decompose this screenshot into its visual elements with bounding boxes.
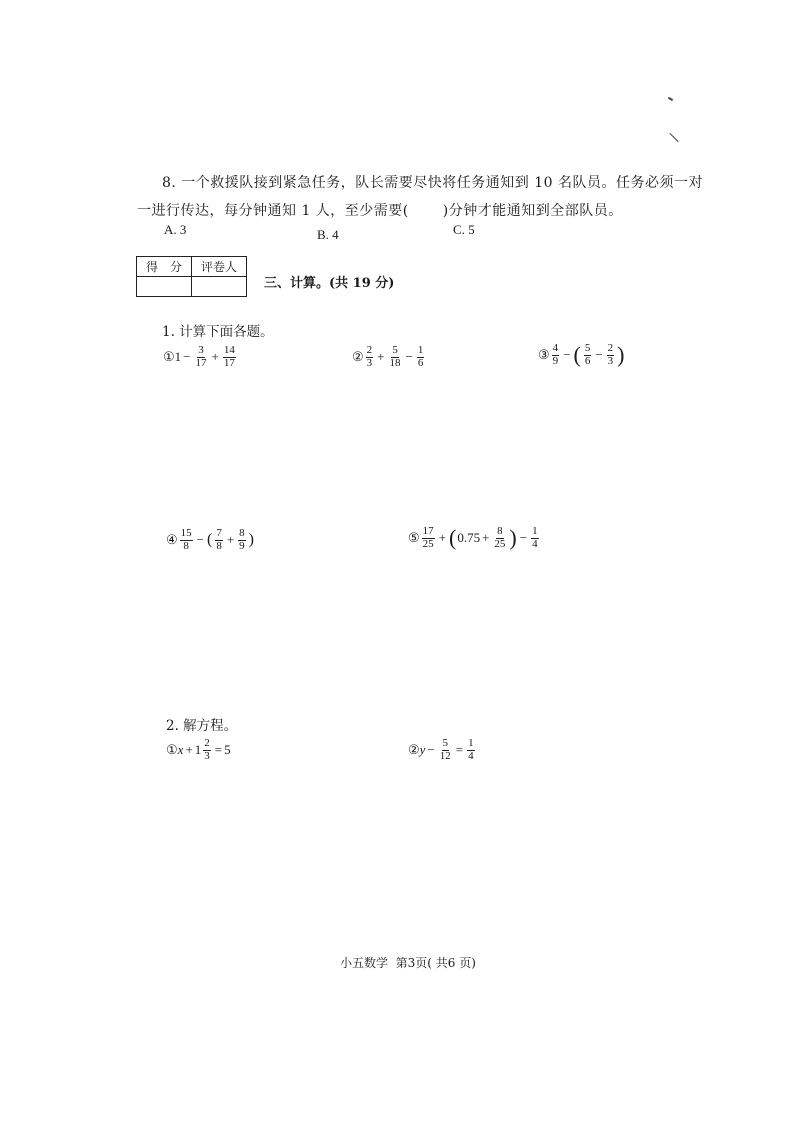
fraction — [366, 345, 374, 369]
option-a: A. 3 — [164, 222, 187, 237]
numerator: 5 — [442, 737, 449, 749]
score-cell[interactable] — [137, 277, 192, 297]
operator: − — [563, 347, 571, 363]
right-paren: ) — [509, 525, 517, 551]
problem-5-label: ⑤ — [408, 530, 420, 546]
variable: y — [419, 742, 426, 758]
denominator: 8 — [183, 539, 189, 552]
problem-3 — [538, 343, 626, 367]
left-paren: ( — [573, 342, 581, 368]
scan-mark-right — [669, 133, 678, 142]
problem-1-term: 1 — [174, 349, 182, 365]
operator: − — [196, 532, 204, 548]
numerator: 2 — [607, 342, 614, 354]
fraction — [439, 738, 452, 762]
operator: − — [595, 347, 603, 363]
scan-mark-top — [668, 97, 673, 101]
fraction — [238, 528, 246, 552]
operator: + — [377, 349, 385, 365]
equation-1 — [166, 738, 231, 762]
problem-3-label: ③ — [538, 347, 550, 363]
denominator: 25 — [494, 537, 506, 550]
numerator: 8 — [239, 527, 245, 539]
equation-1-label: ① — [166, 742, 178, 758]
problem-5 — [408, 526, 541, 550]
numerator: 8 — [497, 525, 503, 537]
denominator: 3 — [366, 356, 373, 369]
denominator: 8 — [216, 539, 222, 552]
fraction — [180, 528, 193, 552]
numerator: 1 — [417, 344, 424, 356]
right-hand-side: 5 — [224, 742, 231, 758]
numerator: 5 — [392, 344, 398, 356]
question-8-line2-a: 一进行传达，每分钟通知 1 人，至少需要( — [137, 203, 409, 219]
numerator: 4 — [552, 342, 559, 354]
fraction — [493, 526, 506, 550]
operator: − — [183, 349, 191, 365]
numerator: 5 — [584, 342, 591, 354]
question-8-line2-b: )分钟才能通知到全部队员。 — [442, 203, 623, 219]
numerator: 2 — [204, 737, 210, 749]
denominator: 17 — [223, 356, 235, 369]
right-paren: ) — [248, 531, 254, 549]
problem-1 — [163, 345, 238, 369]
fraction — [215, 528, 223, 552]
left-paren: ( — [207, 531, 213, 549]
operator: − — [519, 530, 528, 546]
left-paren: ( — [449, 525, 457, 551]
footer-page-number: 第3页( 共6 页) — [395, 956, 476, 970]
operator: − — [405, 349, 413, 365]
section-3-title: 三、计算。(共 19 分) — [264, 276, 395, 291]
fraction — [223, 345, 236, 369]
denominator: 9 — [239, 539, 245, 552]
score-header: 得 分 — [137, 257, 192, 277]
problem-2 — [352, 345, 426, 369]
question-8-line1: 8. 一个救援队接到紧急任务，队长需要尽快将任务通知到 10 名队员。任务必须一对 — [162, 175, 704, 191]
score-table — [136, 256, 247, 297]
operator: + — [438, 530, 446, 546]
denominator: 3 — [607, 354, 614, 367]
fraction — [389, 345, 402, 369]
denominator: 3 — [204, 749, 210, 762]
denominator: 18 — [389, 356, 401, 369]
problem-1-label: ① — [163, 349, 175, 365]
numerator: 1 — [468, 737, 474, 749]
part-1-title: 1. 计算下面各题。 — [162, 324, 274, 340]
option-b: B. 4 — [317, 227, 339, 242]
operator: + — [211, 349, 219, 365]
numerator: 17 — [422, 525, 434, 537]
denominator: 4 — [468, 749, 474, 762]
denominator: 12 — [439, 749, 451, 762]
decimal-term: 0.75 — [457, 530, 481, 546]
operator: − — [427, 742, 435, 758]
numerator: 15 — [180, 527, 192, 539]
part-2-title: 2. 解方程。 — [166, 718, 238, 734]
numerator: 3 — [198, 344, 204, 356]
denominator: 17 — [195, 356, 207, 369]
denominator: 6 — [584, 354, 591, 367]
problem-2-label: ② — [352, 349, 364, 365]
operator: + — [226, 532, 235, 548]
grader-header: 评卷人 — [192, 257, 247, 277]
equation-2-label: ② — [408, 742, 420, 758]
denominator: 4 — [532, 537, 538, 550]
denominator: 6 — [417, 356, 424, 369]
question-8-line2 — [137, 200, 623, 220]
variable: x — [177, 742, 184, 758]
page-footer — [340, 954, 476, 971]
option-c: C. 5 — [453, 222, 475, 237]
equals-sign: = — [214, 742, 223, 758]
numerator: 2 — [366, 344, 373, 356]
footer-subject: 小五数学 — [340, 956, 389, 970]
fraction — [417, 345, 425, 369]
problem-4-label: ④ — [166, 532, 178, 548]
fraction — [203, 738, 211, 762]
grader-cell[interactable] — [192, 277, 247, 297]
denominator: 25 — [422, 537, 434, 550]
fraction — [531, 526, 539, 550]
fraction — [467, 738, 475, 762]
fraction — [584, 343, 592, 367]
fraction — [422, 526, 435, 550]
fraction — [607, 343, 615, 367]
equation-2 — [408, 738, 477, 762]
operator: + — [482, 530, 490, 546]
fraction — [195, 345, 208, 369]
right-paren: ) — [617, 342, 625, 368]
numerator: 1 — [532, 525, 538, 537]
operator: + — [185, 742, 193, 758]
whole-number: 1 — [194, 742, 202, 758]
problem-4 — [166, 528, 255, 552]
denominator: 9 — [552, 354, 559, 367]
numerator: 14 — [223, 344, 235, 356]
fraction — [552, 343, 560, 367]
numerator: 7 — [216, 527, 222, 539]
equals-sign: = — [455, 742, 464, 758]
